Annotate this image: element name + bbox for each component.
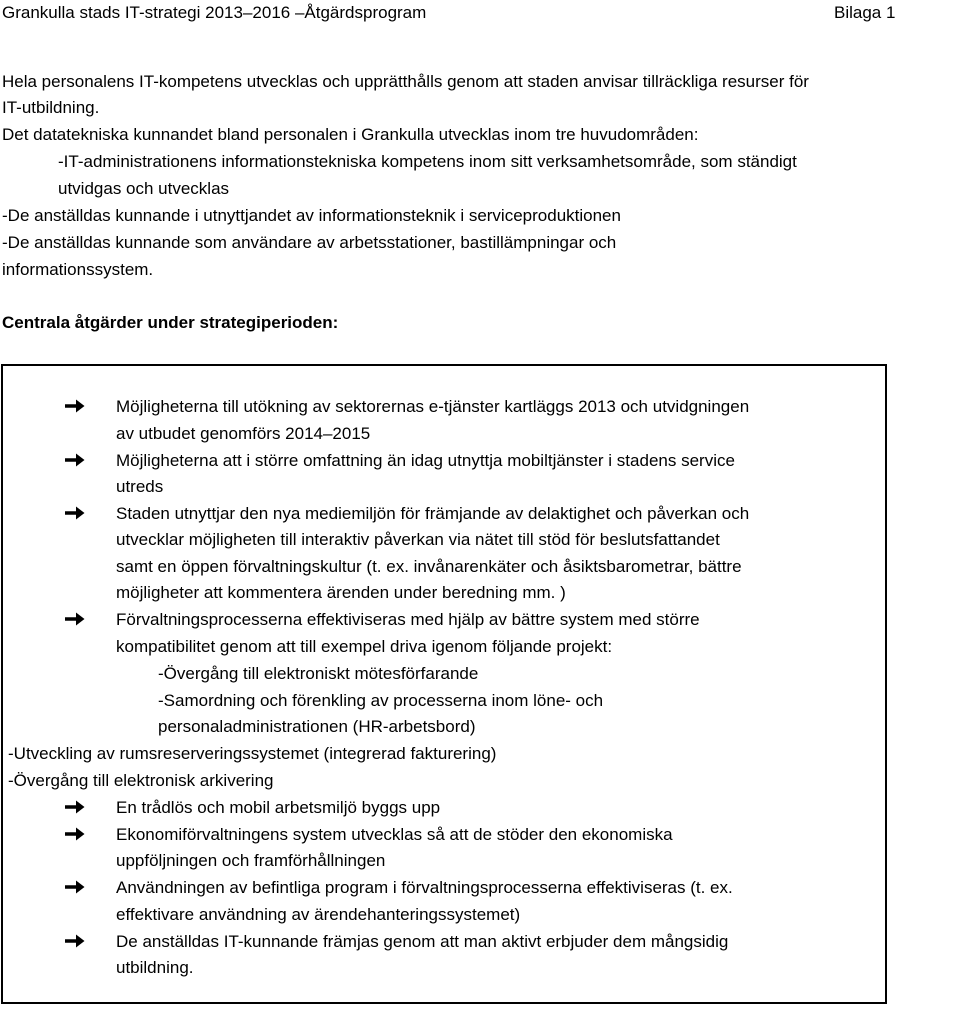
action-item-text: En trådlös och mobil arbetsmiljö byggs upp bbox=[116, 798, 441, 817]
project-item-text: personaladministrationen (HR-arbetsbord) bbox=[158, 717, 476, 736]
right-arrow-icon bbox=[64, 611, 86, 627]
intro-text: IT-utbildning. bbox=[2, 98, 100, 117]
right-arrow-icon bbox=[64, 826, 86, 842]
right-arrow-icon bbox=[64, 505, 86, 521]
intro-text: utvidgas och utvecklas bbox=[58, 179, 230, 198]
right-arrow-icon bbox=[64, 879, 86, 895]
right-arrow-icon bbox=[64, 398, 86, 414]
action-item-text: utreds bbox=[116, 477, 164, 496]
intro-text: -De anställdas kunnande i utnyttjandet av informationsteknik i serviceproduktionen bbox=[2, 206, 621, 225]
intro-text: informationssystem. bbox=[2, 260, 154, 279]
section-heading: Centrala åtgärder under strategiperioden: bbox=[2, 313, 339, 332]
action-item-text: Staden utnyttjar den nya mediemiljön för främjande av delaktighet och påverkan och bbox=[116, 504, 750, 523]
action-item-text: De anställdas IT-kunnande främjas genom att man aktivt erbjuder dem mångsidig bbox=[116, 932, 729, 951]
action-item-text: Möjligheterna att i större omfattning än idag utnyttja mobiltjänster i stadens service bbox=[116, 451, 735, 470]
action-item-text: Ekonomiförvaltningens system utvecklas så att de stöder den ekonomiska bbox=[116, 825, 673, 844]
action-item-text: uppföljningen och framförhållningen bbox=[116, 851, 386, 870]
right-arrow-icon bbox=[64, 933, 86, 949]
action-item-text: effektivare användning av ärendehanteringssystemet) bbox=[116, 905, 521, 924]
action-item-text: av utbudet genomförs 2014–2015 bbox=[116, 424, 371, 443]
action-item-text: Möjligheterna till utökning av sektorernas e-tjänster kartläggs 2013 och utvidgningen bbox=[116, 397, 750, 416]
intro-text: Hela personalens IT-kompetens utvecklas och upprätthålls genom att staden anvisar tillräckliga resurser för bbox=[2, 72, 809, 91]
action-item-text: utbildning. bbox=[116, 958, 194, 977]
right-arrow-icon bbox=[64, 452, 86, 468]
project-item-text: -Samordning och förenkling av processerna inom löne- och bbox=[158, 691, 604, 710]
right-arrow-icon bbox=[64, 799, 86, 815]
action-item-text: möjligheter att kommentera ärenden under beredning mm. ) bbox=[116, 583, 566, 602]
action-item-text: Förvaltningsprocesserna effektiviseras med hjälp av bättre system med större bbox=[116, 610, 700, 629]
project-item-text: -Övergång till elektroniskt mötesförfarande bbox=[158, 664, 479, 683]
project-item-text: -Utveckling av rumsreserveringssystemet (integrerad fakturering) bbox=[8, 744, 497, 763]
intro-text: -IT-administrationens informationstekniska kompetens inom sitt verksamhetsområde, som ständigt bbox=[58, 152, 797, 171]
action-item-text: Användningen av befintliga program i förvaltningsprocesserna effektiviseras (t. ex. bbox=[116, 878, 733, 897]
intro-text: -De anställdas kunnande som användare av arbetsstationer, bastillämpningar och bbox=[2, 233, 617, 252]
intro-text: Det datatekniska kunnandet bland personalen i Grankulla utvecklas inom tre huvudområden: bbox=[2, 125, 699, 144]
project-item-text: -Övergång till elektronisk arkivering bbox=[8, 771, 274, 790]
document-title: Grankulla stads IT-strategi 2013–2016 –Åtgärdsprogram bbox=[2, 3, 427, 22]
attachment-label: Bilaga 1 bbox=[834, 3, 896, 22]
action-item-text: samt en öppen förvaltningskultur (t. ex. invånarenkäter och åsiktsbarometrar, bättre bbox=[116, 557, 742, 576]
action-item-text: utvecklar möjligheten till interaktiv påverkan via nätet till stöd för beslutsfattandet bbox=[116, 530, 720, 549]
action-item-text: kompatibilitet genom att till exempel driva igenom följande projekt: bbox=[116, 637, 613, 656]
